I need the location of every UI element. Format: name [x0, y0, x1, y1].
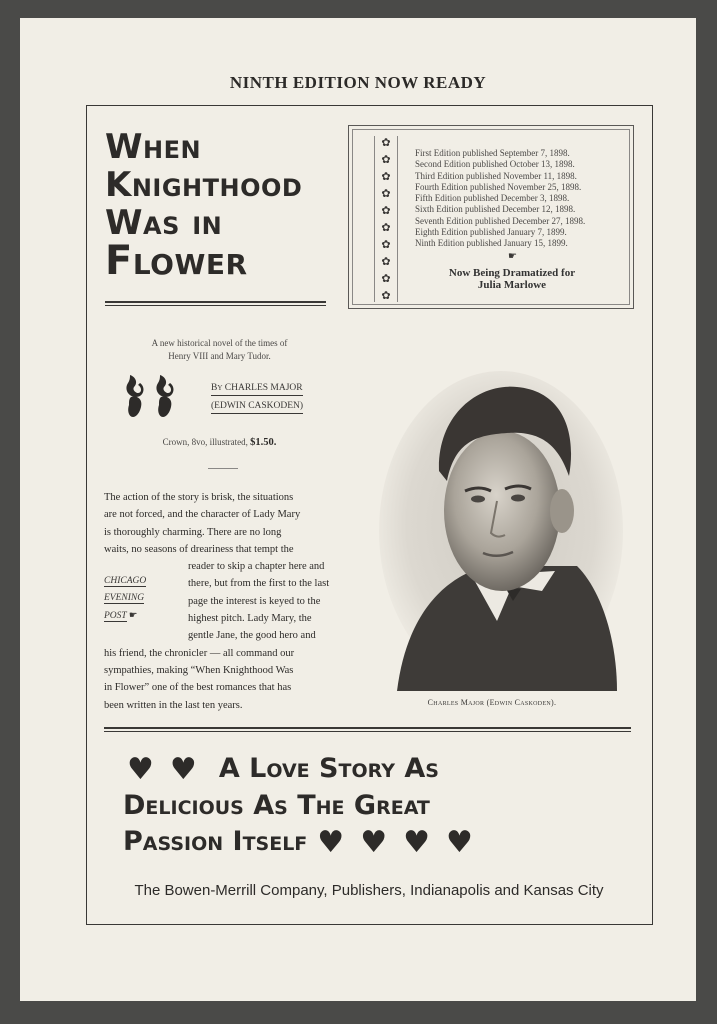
- slogan-line: A Love Story As: [218, 753, 439, 784]
- review-line: been written in the last ten years.: [104, 699, 243, 711]
- heart-icon: ♥: [403, 825, 431, 860]
- review-line: is thoroughly charming. There are no long: [104, 526, 282, 538]
- edition-item: Eighth Edition published January 7, 1899.: [415, 227, 567, 238]
- review-line: highest pitch. Lady Mary, the: [188, 613, 312, 625]
- review-line: in Flower” one of the best romances that has: [104, 682, 292, 694]
- review-line: gentle Jane, the good hero and: [188, 630, 316, 642]
- slogan-line: Delicious As The Great: [123, 790, 430, 821]
- review-line: waits, no seasons of dreariness that tempt the: [104, 543, 294, 555]
- portrait-caption: Charles Major (Edwin Caskoden).: [427, 698, 557, 707]
- heart-icon: ♥: [169, 752, 197, 787]
- edition-item: Fifth Edition published December 3, 1898.: [415, 193, 570, 204]
- edition-item: Fourth Edition published November 25, 1898.: [415, 181, 582, 192]
- review-line: sympathies, making “When Knighthood Was: [104, 664, 294, 676]
- review-line: there, but from the first to the last: [188, 578, 330, 590]
- author-pseudonym: (EDWIN CASKODEN): [211, 400, 303, 414]
- price-line: [127, 437, 312, 448]
- source-line: EVENING: [104, 593, 145, 603]
- price-value: $1.50.: [250, 437, 277, 448]
- review-line: The action of the story is brisk, the situations: [104, 492, 294, 503]
- title-line: Flower: [105, 238, 248, 284]
- source-line: CHICAGO: [104, 576, 147, 586]
- pointing-hand-icon: ☛: [508, 251, 517, 262]
- subtitle-line: Henry VIII and Mary Tudor.: [168, 351, 271, 361]
- edition-item: First Edition published September 7, 1898.: [415, 148, 570, 158]
- edition-item: Sixth Edition published December 12, 1898.: [415, 204, 576, 215]
- divider: [208, 468, 238, 469]
- heart-icon: ♥: [127, 752, 154, 787]
- review-line: are not forced, and the character of Lady Mary: [104, 509, 301, 521]
- book-title: [105, 127, 303, 284]
- slogan: [105, 751, 635, 861]
- title-line: Knighthood: [105, 165, 303, 205]
- pointing-hand-icon: ☛: [128, 611, 138, 621]
- floral-ornament-icon: ✿ ✿ ✿ ✿ ✿ ✿ ✿ ✿ ✿ ✿: [374, 136, 398, 302]
- review-line: page the interest is keyed to the: [188, 595, 321, 607]
- title-line: Was in: [105, 203, 223, 243]
- edition-item: Second Edition published October 13, 1898.: [415, 159, 575, 170]
- author-name: By CHARLES MAJOR: [211, 382, 303, 396]
- pepper-ornament-icon: [122, 373, 184, 424]
- book-subtitle: [127, 337, 312, 363]
- heart-icon: ♥: [360, 825, 388, 860]
- editions-list: [415, 148, 585, 250]
- editions-box: [348, 125, 634, 309]
- page: [20, 18, 696, 1001]
- price-label: Crown, 8vo, illustrated,: [162, 437, 248, 447]
- heart-icon: ♥: [446, 825, 473, 860]
- dramatized-note: [415, 267, 609, 291]
- title-rule: [105, 301, 326, 306]
- publisher-line: The Bowen-Merrill Company, Publishers, Indianapolis and Kansas City: [134, 882, 604, 899]
- dramatized-line: Julia Marlowe: [477, 279, 547, 291]
- author-portrait: [377, 361, 625, 691]
- review-line: his friend, the chronicler — all command our: [104, 647, 295, 659]
- source-line: POST ☛: [104, 611, 138, 621]
- edition-item: Third Edition published November 11, 1898.: [415, 170, 577, 181]
- title-line: When: [105, 127, 202, 167]
- edition-header: NINTH EDITION NOW READY: [229, 73, 487, 92]
- dramatized-line: Now Being Dramatized for: [448, 267, 576, 279]
- author-byline: [211, 382, 303, 414]
- advertisement-frame: [86, 105, 653, 925]
- review-line: reader to skip a chapter here and: [188, 561, 325, 573]
- heart-icon: ♥: [317, 825, 345, 860]
- edition-item: Ninth Edition published January 15, 1899.: [415, 238, 568, 249]
- subtitle-line: A new historical novel of the times of: [151, 338, 288, 348]
- edition-item: Seventh Edition published December 27, 1898.: [415, 215, 586, 226]
- section-rule: [104, 727, 631, 732]
- slogan-line: Passion Itself: [123, 826, 308, 857]
